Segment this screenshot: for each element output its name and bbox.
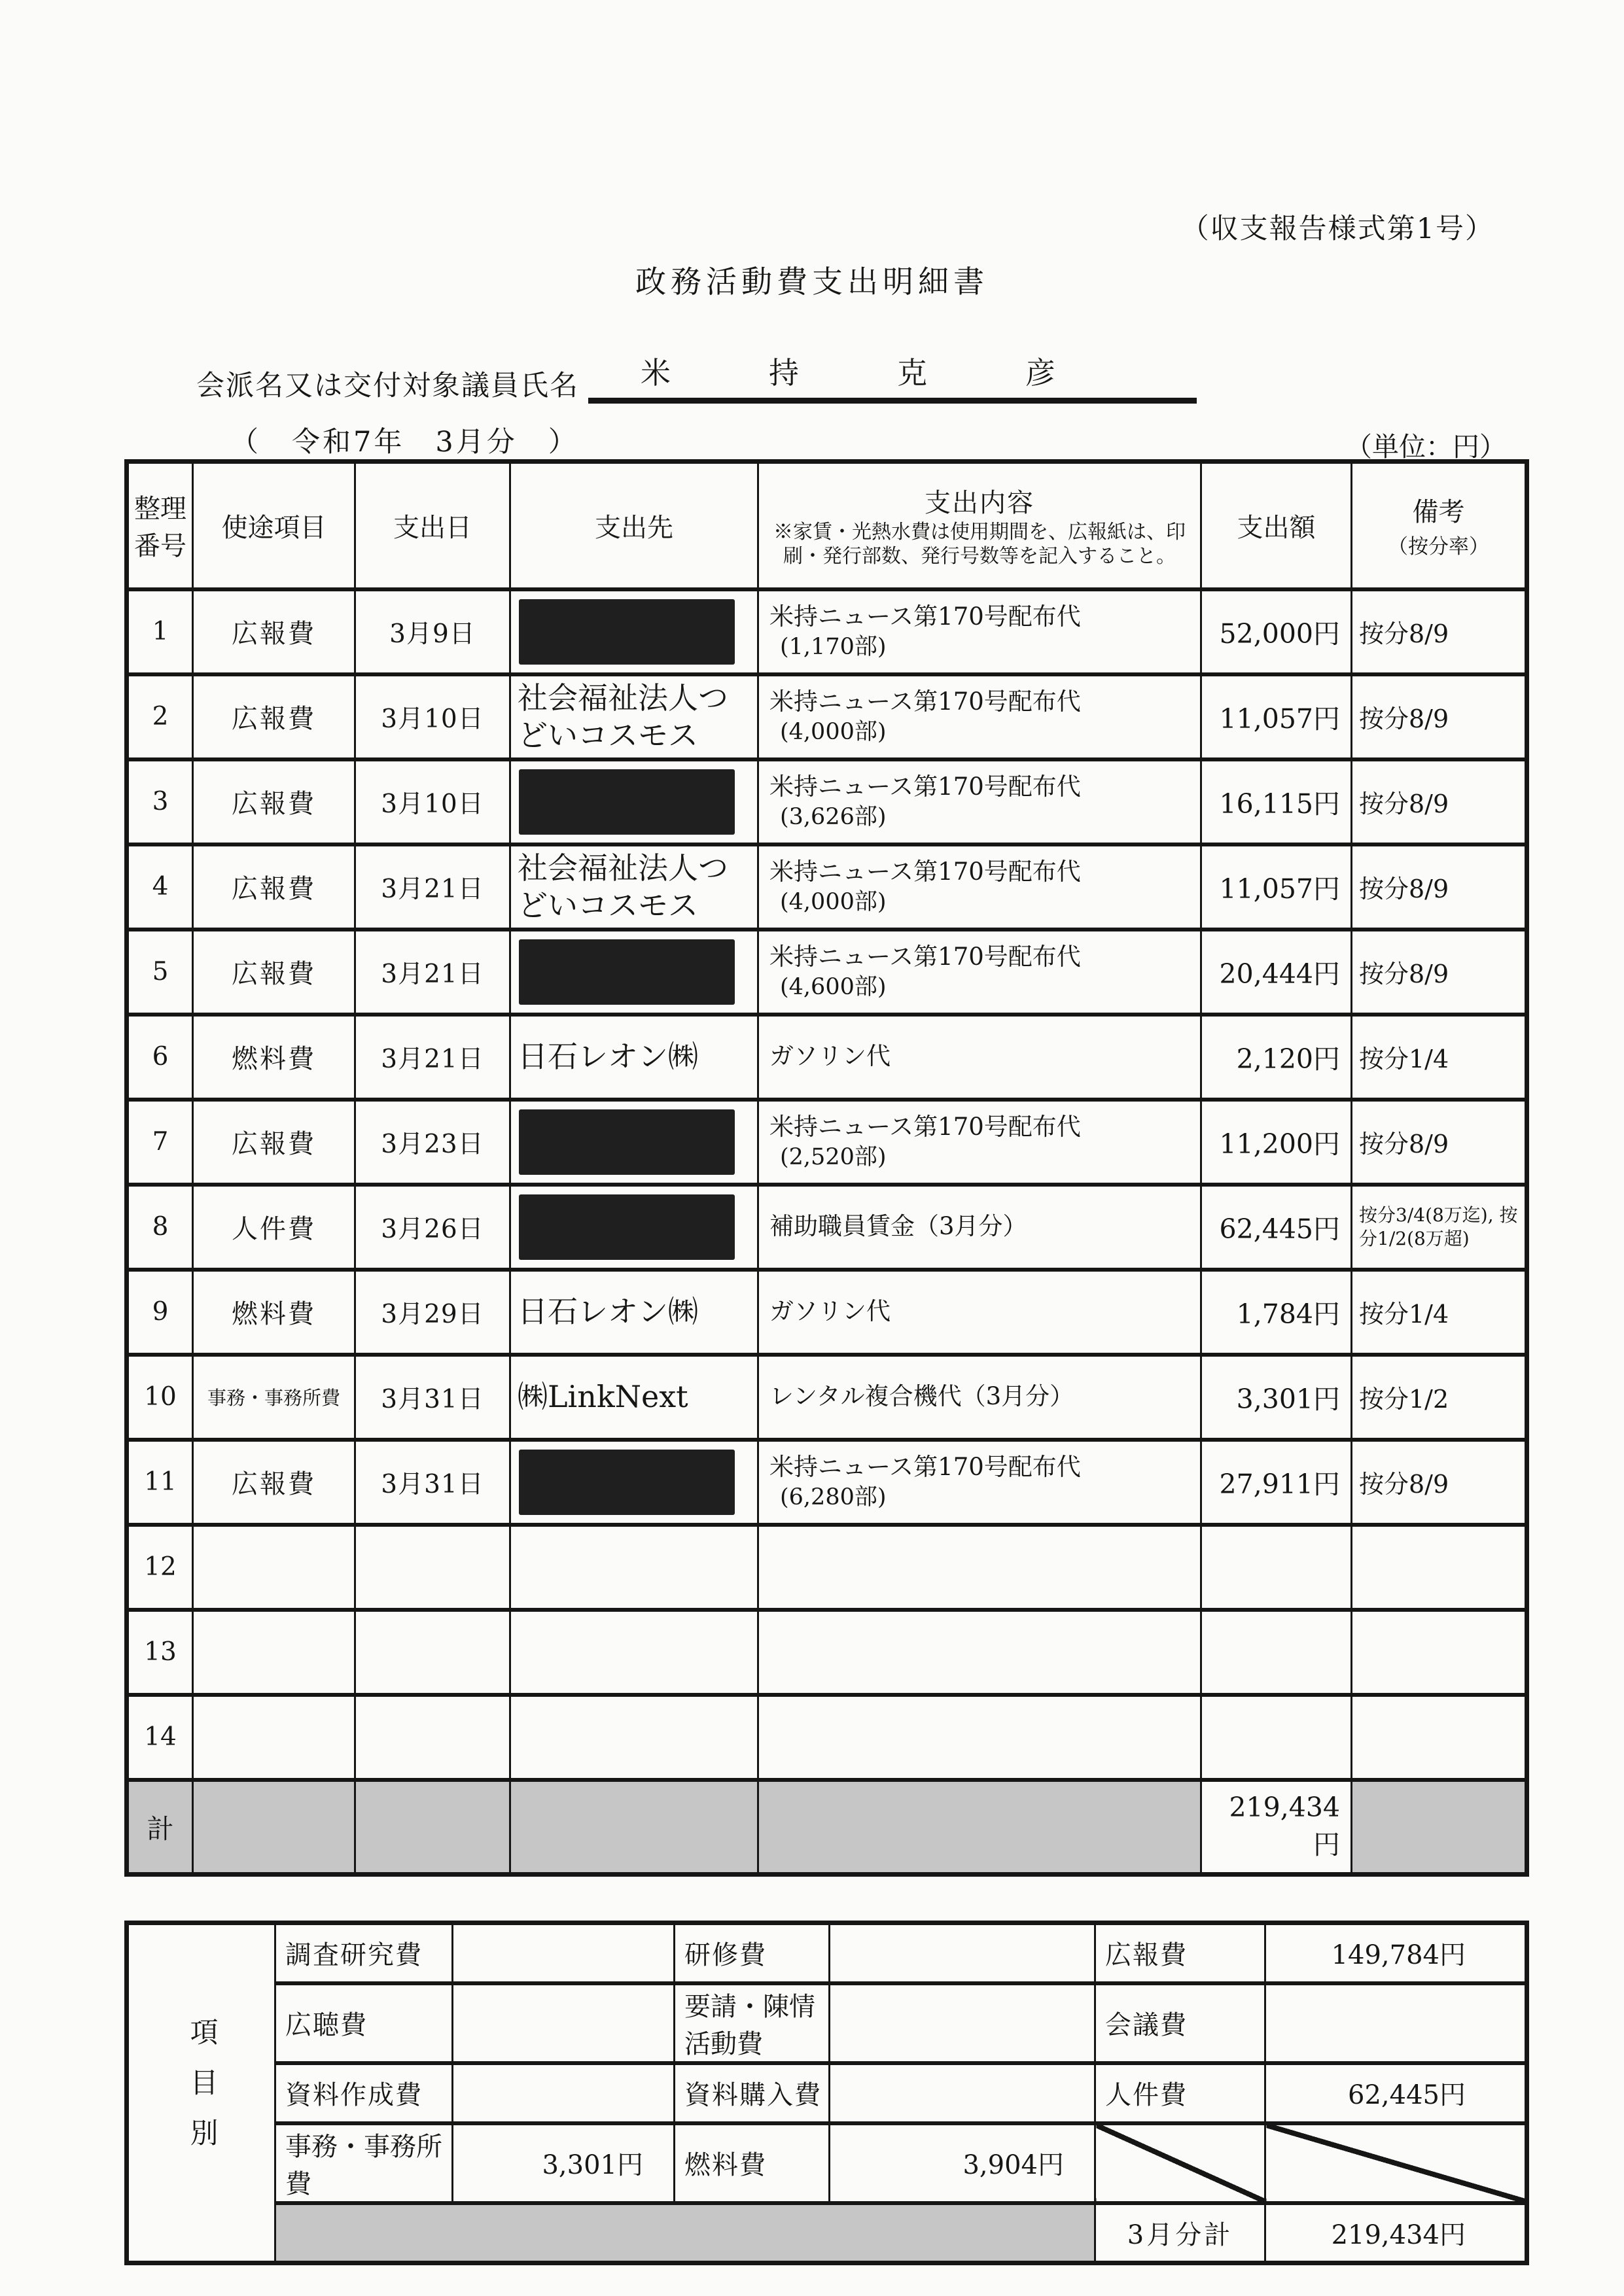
summary-value: [453, 1923, 675, 1983]
summary-row: [127, 2123, 1527, 2203]
cell-remark: 按分8/9: [1352, 589, 1527, 674]
content-line1: 米持ニュース第170号配布代: [769, 772, 1081, 801]
table-row: [127, 1270, 1527, 1355]
cell-amount: 62,445円: [1201, 1185, 1352, 1270]
summary-label: 燃料費: [675, 2123, 830, 2203]
unit-note: （単位：円）: [1345, 431, 1506, 462]
summary-label: 人件費: [1095, 2063, 1265, 2123]
cell-content: [758, 1270, 1201, 1355]
cell-no: 12: [127, 1525, 193, 1610]
redaction-box: [519, 1109, 735, 1175]
cell-payee: [510, 1015, 758, 1100]
table-row: [127, 674, 1527, 759]
cell-no: 4: [127, 844, 193, 930]
content-line1: 米持ニュース第170号配布代: [769, 1452, 1081, 1481]
content-line1: ガソリン代: [769, 1042, 891, 1071]
table-row: [127, 1100, 1527, 1185]
cell-payee: [510, 844, 758, 930]
summary-row: [127, 1983, 1527, 2063]
content-line2: (2,520部): [780, 1143, 887, 1170]
cell-remark: 按分8/9: [1352, 1440, 1527, 1525]
cell-amount: 11,200円: [1201, 1100, 1352, 1185]
table-row-empty: [127, 1610, 1527, 1695]
table-row: [127, 1355, 1527, 1440]
summary-label: 会議費: [1095, 1983, 1265, 2063]
form-style-note: （収支報告様式第1号）: [1180, 213, 1494, 245]
summary-value: 3,904円: [830, 2123, 1095, 2203]
cell-content: [758, 1355, 1201, 1440]
cell-date: [355, 1695, 510, 1780]
cell-payee: [510, 1185, 758, 1270]
cell-amount: [1201, 1610, 1352, 1695]
content-line1: 米持ニュース第170号配布代: [769, 687, 1081, 716]
cell-date: 3月23日: [355, 1100, 510, 1185]
cell-content: [758, 1695, 1201, 1780]
cell-remark: 按分3/4(8万迄), 按分1/2(8万超): [1352, 1185, 1527, 1270]
col-header-payee: 支出先: [510, 462, 758, 589]
cell-payee: [510, 1100, 758, 1185]
summary-row: [127, 1923, 1527, 1983]
total-filler: [510, 1780, 758, 1875]
col-header-content-title: 支出内容: [925, 488, 1034, 519]
redaction-box: [519, 939, 735, 1005]
summary-label: 資料購入費: [675, 2063, 830, 2123]
table-row-empty: [127, 1695, 1527, 1780]
report-period: （ 令和7年 3月分 ）: [230, 426, 579, 459]
page-title: 政務活動費支出明細書: [635, 264, 989, 300]
col-header-remark: [1352, 462, 1527, 589]
cell-amount: 16,115円: [1201, 759, 1352, 844]
col-header-no: 整理番号: [127, 462, 193, 589]
member-name-row: [196, 349, 1197, 404]
table-row: [127, 930, 1527, 1015]
cell-amount: [1201, 1695, 1352, 1780]
content-line1: 米持ニュース第170号配布代: [769, 602, 1081, 631]
cell-content: [758, 1610, 1201, 1695]
cell-date: 3月31日: [355, 1440, 510, 1525]
total-row: [127, 1780, 1527, 1875]
content-line1: 補助職員賃金（3月分）: [769, 1212, 1027, 1241]
cell-content: [758, 1015, 1201, 1100]
cell-date: 3月21日: [355, 1015, 510, 1100]
payee-text: 社会福祉法人つどいコスモス: [518, 680, 728, 753]
cell-remark: 按分8/9: [1352, 759, 1527, 844]
content-line2: (1,170部): [780, 633, 887, 660]
cell-date: 3月10日: [355, 759, 510, 844]
member-name-label: 会派名又は交付対象議員氏名: [196, 370, 579, 402]
cell-date: 3月21日: [355, 930, 510, 1015]
redaction-box: [519, 1450, 735, 1515]
content-line1: 米持ニュース第170号配布代: [769, 942, 1081, 971]
summary-label: 事務・事務所費: [275, 2123, 453, 2203]
cell-content: [758, 844, 1201, 930]
cell-amount: 1,784円: [1201, 1270, 1352, 1355]
cell-amount: 52,000円: [1201, 589, 1352, 674]
cell-no: 3: [127, 759, 193, 844]
cell-no: 14: [127, 1695, 193, 1780]
cell-no: 9: [127, 1270, 193, 1355]
total-filler: [355, 1780, 510, 1875]
cell-amount: 2,120円: [1201, 1015, 1352, 1100]
cell-remark: [1352, 1525, 1527, 1610]
summary-label: 要請・陳情活動費: [675, 1983, 830, 2063]
col-header-category: 使途項目: [193, 462, 355, 589]
content-line2: (3,626部): [780, 803, 887, 830]
cell-category: 広報費: [193, 844, 355, 930]
summary-side-header: [127, 1923, 275, 2263]
cell-amount: 11,057円: [1201, 844, 1352, 930]
cell-category: 広報費: [193, 1100, 355, 1185]
total-filler: [193, 1780, 355, 1875]
payee-text: 日石レオン㈱: [518, 1294, 698, 1330]
cell-date: [355, 1525, 510, 1610]
summary-value: [453, 1983, 675, 2063]
redaction-box: [519, 769, 735, 835]
cell-remark: 按分8/9: [1352, 1100, 1527, 1185]
col-header-amount: 支出額: [1201, 462, 1352, 589]
cell-category: 人件費: [193, 1185, 355, 1270]
cell-content: [758, 1100, 1201, 1185]
summary-value: [830, 2063, 1095, 2123]
total-filler: [758, 1780, 1201, 1875]
table-row: [127, 1015, 1527, 1100]
summary-value: 3,301円: [453, 2123, 675, 2203]
cell-payee: [510, 674, 758, 759]
col-header-date: 支出日: [355, 462, 510, 589]
cell-content: [758, 589, 1201, 674]
content-line2: (4,600部): [780, 973, 887, 1000]
payee-text: 社会福祉法人つどいコスモス: [518, 850, 728, 923]
cell-category: [193, 1695, 355, 1780]
summary-value: [830, 1923, 1095, 1983]
cell-no: 10: [127, 1355, 193, 1440]
cell-category: 広報費: [193, 589, 355, 674]
summary-value: [1265, 1983, 1527, 2063]
cell-content: [758, 674, 1201, 759]
cell-amount: 20,444円: [1201, 930, 1352, 1015]
summary-label: 広報費: [1095, 1923, 1265, 1983]
summary-total-filler: [275, 2203, 1095, 2263]
cell-no: 7: [127, 1100, 193, 1185]
summary-value: 149,784円: [1265, 1923, 1527, 1983]
total-amount: 219,434円: [1201, 1780, 1352, 1875]
cell-date: 3月29日: [355, 1270, 510, 1355]
col-header-content-note: ※家賃・光熱水費は使用期間を、広報紙は、印刷・発行部数、発行号数等を記入すること。: [773, 521, 1186, 568]
cell-payee: [510, 1270, 758, 1355]
summary-label: 広聴費: [275, 1983, 453, 2063]
cell-category: 燃料費: [193, 1270, 355, 1355]
cell-no: 1: [127, 589, 193, 674]
cell-category: 広報費: [193, 1440, 355, 1525]
cell-category: 広報費: [193, 930, 355, 1015]
cell-payee: [510, 1355, 758, 1440]
cell-category: 広報費: [193, 759, 355, 844]
cell-payee: [510, 1695, 758, 1780]
col-header-remark-title: 備考: [1412, 497, 1465, 528]
cell-no: 13: [127, 1610, 193, 1695]
summary-side-header-text: 項目別: [185, 2017, 219, 2168]
cell-no: 8: [127, 1185, 193, 1270]
monthly-total-value: 219,434円: [1265, 2203, 1527, 2263]
redaction-box: [519, 599, 735, 665]
content-line2: (6,280部): [780, 1484, 887, 1510]
cell-category: 燃料費: [193, 1015, 355, 1100]
expense-detail-table: [124, 459, 1529, 1877]
table-row-empty: [127, 1525, 1527, 1610]
cell-date: 3月9日: [355, 589, 510, 674]
table-row: [127, 589, 1527, 674]
summary-value: [453, 2063, 675, 2123]
cell-date: 3月21日: [355, 844, 510, 930]
payee-text: 日石レオン㈱: [518, 1039, 698, 1075]
cell-date: 3月10日: [355, 674, 510, 759]
cell-category: 事務・事務所費: [193, 1355, 355, 1440]
cell-no: 11: [127, 1440, 193, 1525]
cell-no: 6: [127, 1015, 193, 1100]
summary-value: 62,445円: [1265, 2063, 1527, 2123]
summary-total-row: [127, 2203, 1527, 2263]
content-line1: 米持ニュース第170号配布代: [769, 1112, 1081, 1141]
category-summary-table: [124, 1921, 1529, 2265]
payee-text: ㈱LinkNext: [518, 1379, 688, 1415]
cell-remark: [1352, 1610, 1527, 1695]
summary-row: [127, 2063, 1527, 2123]
content-line2: (4,000部): [780, 718, 887, 745]
cell-payee: [510, 1440, 758, 1525]
cell-remark: 按分8/9: [1352, 844, 1527, 930]
cell-date: 3月31日: [355, 1355, 510, 1440]
cell-content: [758, 1525, 1201, 1610]
cell-content: [758, 759, 1201, 844]
cell-payee: [510, 930, 758, 1015]
total-label: 計: [127, 1780, 193, 1875]
redaction-box: [519, 1194, 735, 1260]
content-line1: 米持ニュース第170号配布代: [769, 857, 1081, 886]
monthly-total-label: 3月分計: [1095, 2203, 1265, 2263]
summary-value: [830, 1983, 1095, 2063]
cell-category: [193, 1610, 355, 1695]
content-line2: (4,000部): [780, 888, 887, 915]
cell-payee: [510, 1525, 758, 1610]
cell-amount: [1201, 1525, 1352, 1610]
cell-category: 広報費: [193, 674, 355, 759]
content-line1: ガソリン代: [769, 1297, 891, 1326]
cell-remark: [1352, 1695, 1527, 1780]
cell-date: [355, 1610, 510, 1695]
table-row: [127, 844, 1527, 930]
cell-remark: 按分8/9: [1352, 674, 1527, 759]
cell-payee: [510, 589, 758, 674]
summary-label: 調査研究費: [275, 1923, 453, 1983]
col-header-remark-sub: （按分率）: [1388, 535, 1489, 559]
content-line1: レンタル複合機代（3月分）: [769, 1382, 1074, 1411]
cell-date: 3月26日: [355, 1185, 510, 1270]
cell-no: 2: [127, 674, 193, 759]
cell-remark: 按分1/2: [1352, 1355, 1527, 1440]
table-row: [127, 1185, 1527, 1270]
cell-remark: 按分1/4: [1352, 1270, 1527, 1355]
cell-content: [758, 1185, 1201, 1270]
cell-no: 5: [127, 930, 193, 1015]
cell-amount: 27,911円: [1201, 1440, 1352, 1525]
col-header-content: [758, 462, 1201, 589]
table-row: [127, 759, 1527, 844]
cell-content: [758, 1440, 1201, 1525]
cell-remark: 按分8/9: [1352, 930, 1527, 1015]
cell-remark: 按分1/4: [1352, 1015, 1527, 1100]
header-row: [127, 462, 1527, 589]
total-filler: [1352, 1780, 1527, 1875]
table-row: [127, 1440, 1527, 1525]
cell-payee: [510, 759, 758, 844]
diagonal-slash-cell: [1265, 2123, 1527, 2203]
cell-amount: 11,057円: [1201, 674, 1352, 759]
member-name-value: 米持克彦: [588, 349, 1197, 404]
cell-payee: [510, 1610, 758, 1695]
summary-label: 資料作成費: [275, 2063, 453, 2123]
diagonal-slash-cell: [1095, 2123, 1265, 2203]
summary-label: 研修費: [675, 1923, 830, 1983]
cell-content: [758, 930, 1201, 1015]
cell-category: [193, 1525, 355, 1610]
cell-amount: 3,301円: [1201, 1355, 1352, 1440]
